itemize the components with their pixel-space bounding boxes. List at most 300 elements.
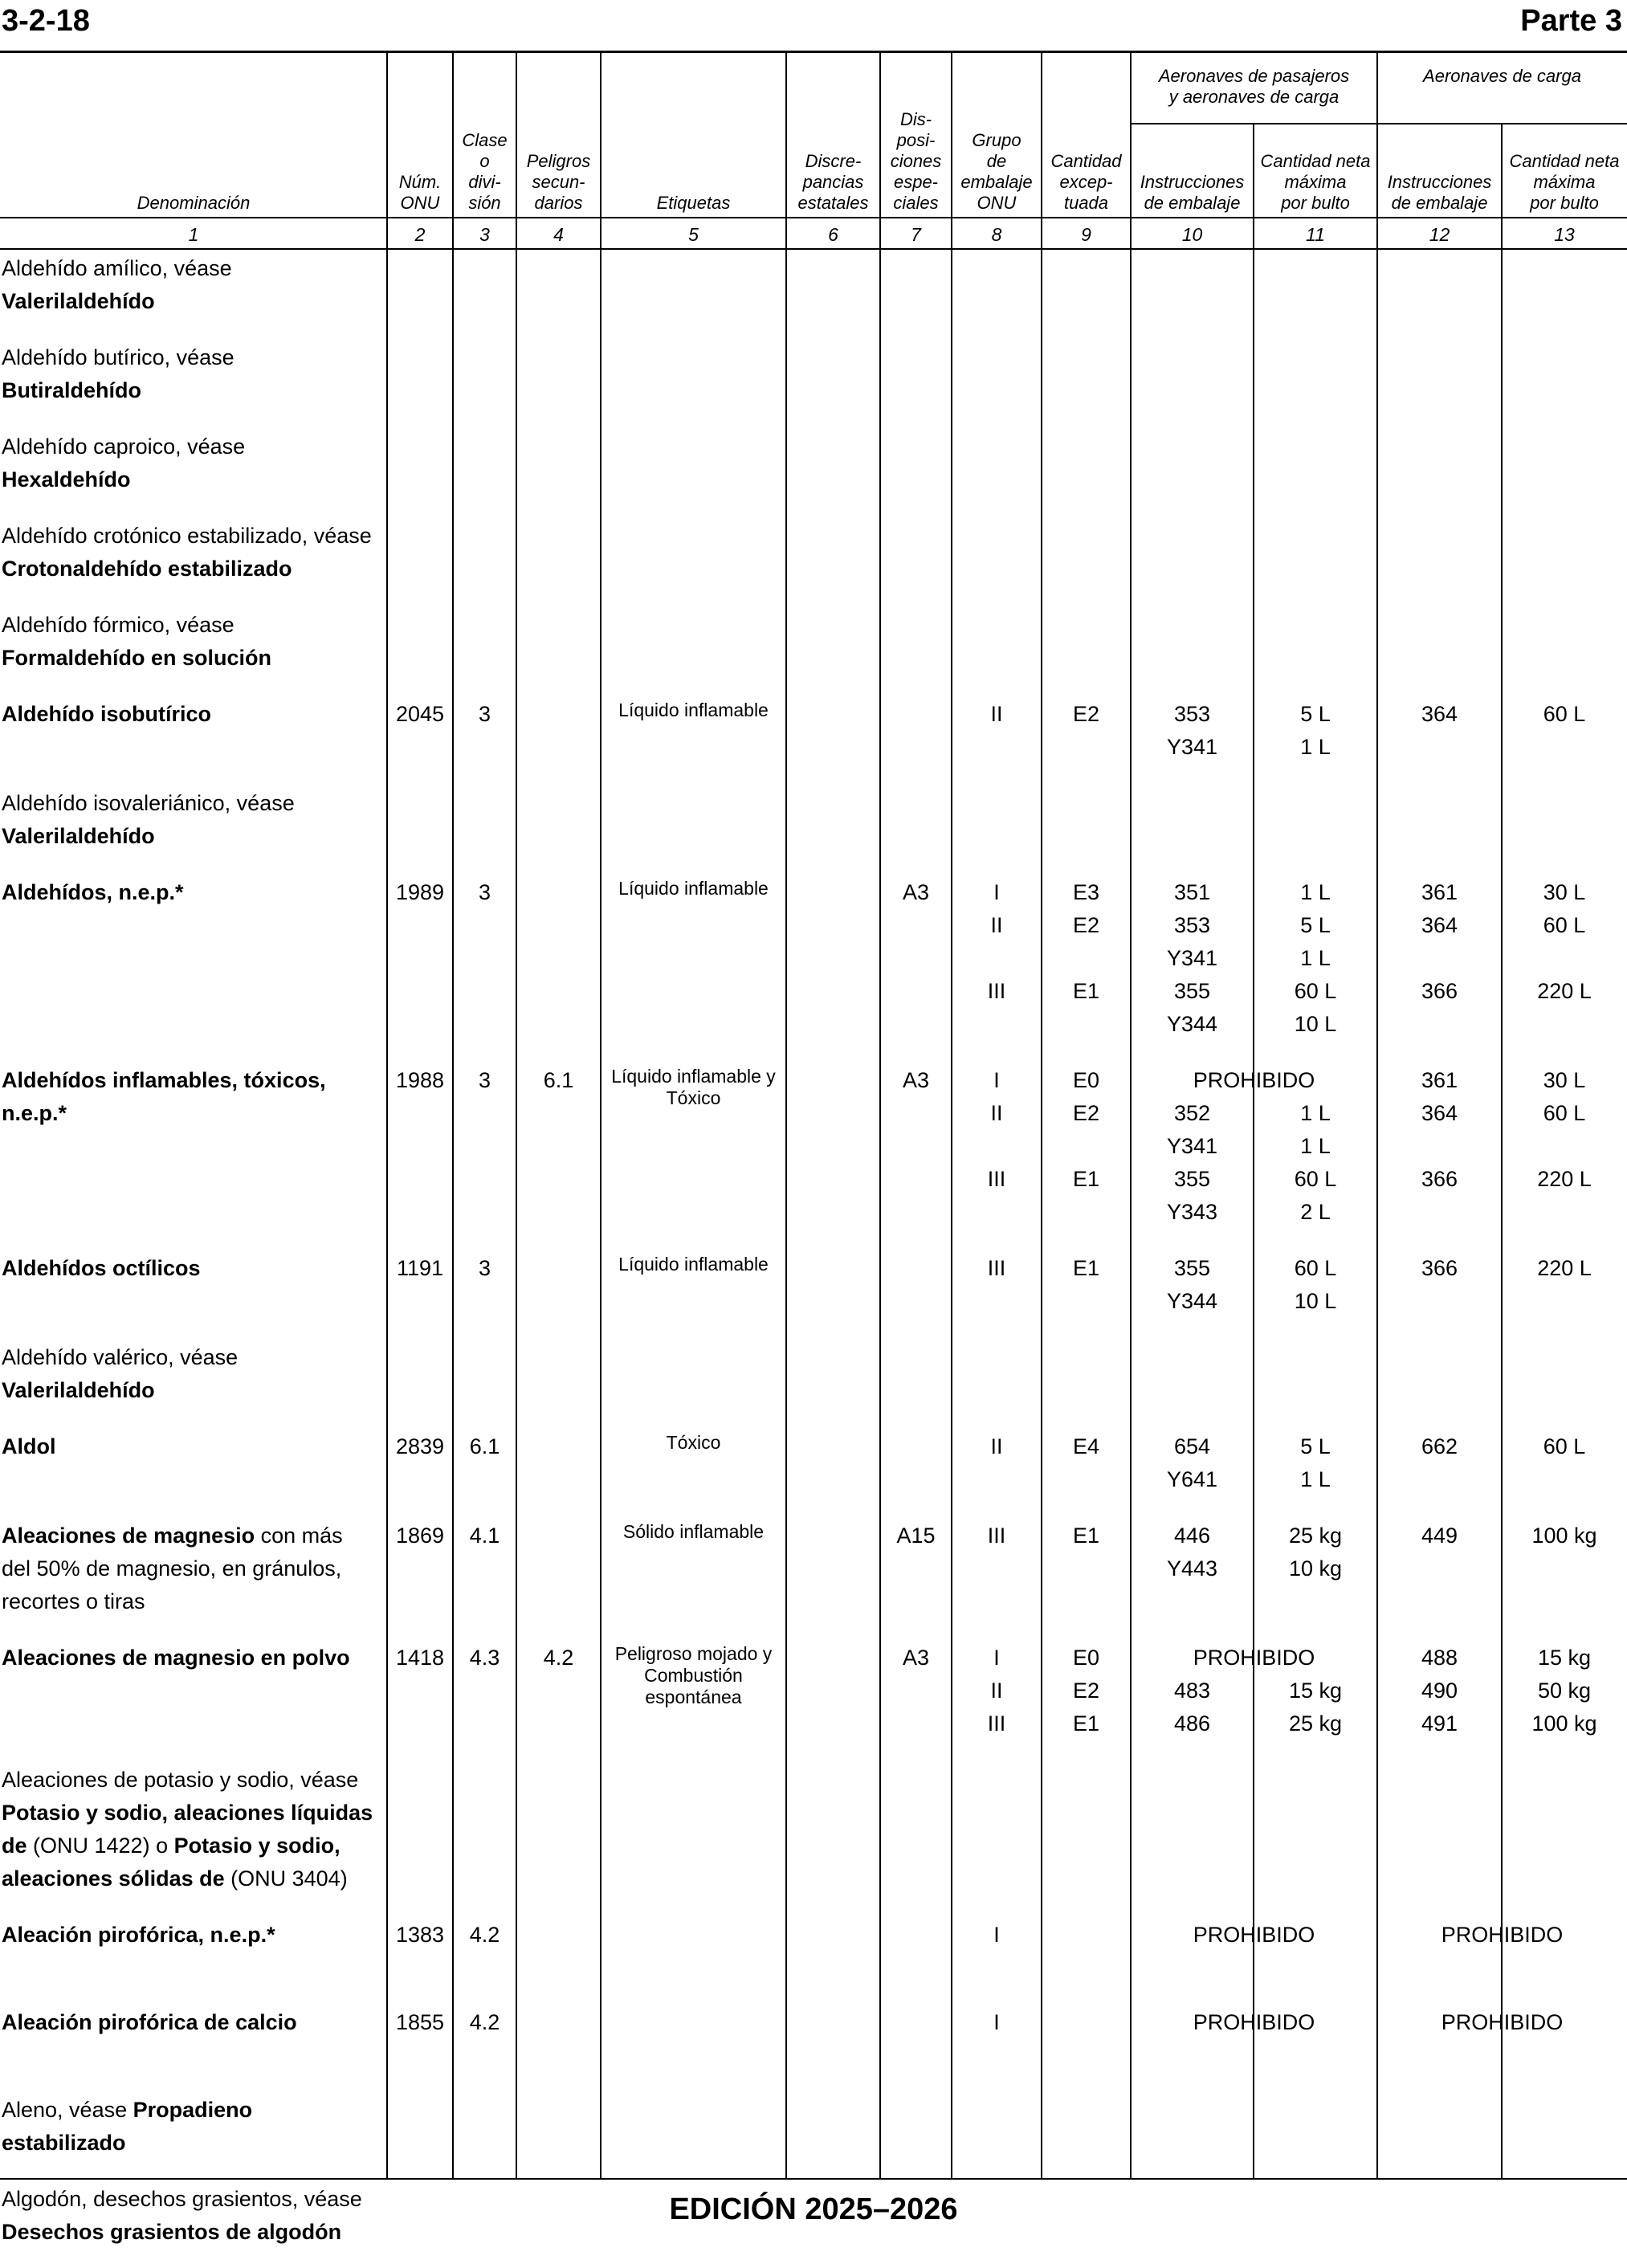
hazard-class-value: 4.1 xyxy=(469,1524,500,1548)
passenger-packing-instruction: Y641 xyxy=(1166,1467,1218,1491)
substance-name xyxy=(2,876,383,909)
column-header-2: Núm. ONU xyxy=(398,172,442,213)
hazard-label-value: espontánea xyxy=(645,1687,742,1707)
passenger-packing-instruction: 355 xyxy=(1173,979,1211,1003)
part-label: Parte 3 xyxy=(1520,4,1622,38)
un-number xyxy=(387,2006,453,2039)
substance-name xyxy=(2,1064,383,1130)
passenger-packing-instruction: 355 xyxy=(1173,1167,1211,1191)
name-line xyxy=(2,609,383,642)
name-bold-segment: estabilizado xyxy=(2,2131,126,2155)
passenger-forbidden: PROHIBIDO xyxy=(1193,1068,1315,1092)
excepted-quantity: E2 xyxy=(1072,1679,1100,1703)
name-segment: (ONU 1422) o xyxy=(27,1834,174,1858)
column-header-3: Clase o divi- sión xyxy=(462,130,508,213)
passenger-max-quantity: 10 L xyxy=(1294,1289,1337,1313)
column-header-4: Peligros secun- darios xyxy=(526,151,591,213)
column-number-4: 4 xyxy=(553,224,564,245)
edition-footer: EDICIÓN 2025–2026 xyxy=(669,2193,958,2226)
substance-name xyxy=(2,2006,383,2039)
name-segment: (ONU 3404) xyxy=(224,1866,348,1891)
hazard-class xyxy=(453,876,516,909)
hazard-class xyxy=(453,1642,516,1674)
table-row xyxy=(0,426,1627,496)
name-bold-segment: Aldehídos inflamables, tóxicos, xyxy=(2,1068,326,1092)
hazard-label-value: Combustión xyxy=(644,1665,743,1686)
passenger-packing-instruction: Y443 xyxy=(1166,1556,1218,1581)
name-line xyxy=(2,1341,383,1374)
passenger-aircraft-header: Aeronaves de pasajeros y aeronaves de carga xyxy=(1158,66,1350,107)
name-bold-segment: aleaciones sólidas de xyxy=(2,1866,225,1891)
passenger-forbidden: PROHIBIDO xyxy=(1193,1646,1315,1670)
un-number-value: 1989 xyxy=(395,880,445,904)
table-row xyxy=(0,1915,1627,1982)
column-header-8: Grupo de embalaje ONU xyxy=(960,130,1033,213)
substance-name xyxy=(2,698,383,731)
cargo-packing-instruction: 490 xyxy=(1421,1679,1458,1703)
hazard-class xyxy=(453,2006,516,2039)
column-number-9: 9 xyxy=(1081,224,1091,245)
passenger-max-quantity: 1 L xyxy=(1300,1101,1331,1125)
column-number-5: 5 xyxy=(688,224,699,245)
name-bold-segment: Butiraldehído xyxy=(2,378,141,402)
header-bottom-rule xyxy=(0,217,1627,218)
table-row xyxy=(0,337,1627,406)
name-line xyxy=(2,698,383,731)
packing-group: III xyxy=(987,1524,1006,1548)
name-line xyxy=(2,252,383,285)
cargo-packing-instruction: 364 xyxy=(1421,702,1458,726)
subsidiary-hazard xyxy=(516,1642,601,1674)
packing-group: II xyxy=(990,1434,1003,1458)
cargo-max-quantity: 220 L xyxy=(1537,1256,1592,1280)
packing-group: I xyxy=(993,1646,1000,1670)
table-row xyxy=(0,248,1627,317)
cargo-packing-instruction: 366 xyxy=(1421,1167,1458,1191)
name-bold-segment: Hexaldehído xyxy=(2,467,131,492)
name-line xyxy=(2,1097,383,1130)
un-number xyxy=(387,1064,453,1097)
name-bold-segment: Valerilaldehído xyxy=(2,824,155,848)
cargo-max-quantity: 220 L xyxy=(1537,1167,1592,1191)
passenger-max-quantity: 10 kg xyxy=(1288,1556,1343,1581)
column-header-12: Instrucciones de embalaje xyxy=(1387,172,1492,213)
name-line xyxy=(2,1252,383,1285)
table-row xyxy=(0,872,1627,1040)
passenger-packing-instruction: 483 xyxy=(1173,1679,1211,1703)
hazard-class xyxy=(453,698,516,731)
name-line xyxy=(2,876,383,909)
column-header-7: Dis- posi- ciones espe- ciales xyxy=(890,109,942,213)
passenger-max-quantity: 15 kg xyxy=(1288,1679,1343,1703)
name-line xyxy=(2,1919,383,1952)
name-bold-segment: Propadieno xyxy=(133,2098,253,2122)
name-bold-segment: Potasio y sodio, xyxy=(173,1834,340,1858)
special-provision-value: A3 xyxy=(902,1646,930,1670)
excepted-quantity: E1 xyxy=(1072,1256,1100,1280)
name-line xyxy=(2,1430,383,1463)
name-bold-segment: Aleación pirofórica, n.e.p.* xyxy=(2,1923,275,1947)
passenger-max-quantity: 5 L xyxy=(1300,1434,1331,1458)
cargo-packing-instruction: 364 xyxy=(1421,1101,1458,1125)
table-row xyxy=(0,1060,1627,1228)
column-header-1: Denominación xyxy=(137,193,251,213)
name-line xyxy=(2,2006,383,2039)
footer-rule xyxy=(0,2178,1627,2180)
hazard-label-value: Líquido inflamable xyxy=(618,878,769,899)
substance-name xyxy=(2,2094,383,2160)
name-bold-segment: Potasio y sodio, aleaciones líquidas xyxy=(2,1801,373,1825)
cargo-max-quantity: 30 L xyxy=(1543,880,1586,904)
name-line xyxy=(2,341,383,374)
cargo-max-quantity: 30 L xyxy=(1543,1068,1586,1092)
special-provision xyxy=(880,1064,952,1097)
name-segment: Aldehído amílico, véase xyxy=(2,256,232,280)
name-line xyxy=(2,642,383,675)
name-line xyxy=(2,820,383,853)
special-provision xyxy=(880,876,952,909)
passenger-max-quantity: 5 L xyxy=(1300,913,1331,937)
hazard-label-value: Líquido inflamable xyxy=(618,1254,769,1275)
column-header-9: Cantidad excep- tuada xyxy=(1050,151,1122,213)
packing-group: II xyxy=(990,702,1003,726)
un-number-value: 1855 xyxy=(395,2010,445,2034)
passenger-packing-instruction: Y341 xyxy=(1166,946,1218,970)
passenger-max-quantity: 5 L xyxy=(1300,702,1331,726)
name-line xyxy=(2,2094,383,2127)
passenger-max-quantity: 1 L xyxy=(1300,880,1331,904)
substance-name xyxy=(2,1764,383,1895)
un-number xyxy=(387,1252,453,1285)
hazard-class-value: 3 xyxy=(478,702,491,726)
name-segment: Aldehído caproico, véase xyxy=(2,434,246,459)
name-bold-segment: de xyxy=(2,1834,27,1858)
table-row xyxy=(0,1426,1627,1495)
name-bold-segment: Formaldehído en solución xyxy=(2,646,272,670)
passenger-max-quantity: 60 L xyxy=(1294,1256,1337,1280)
name-segment: Aldehído fórmico, véase xyxy=(2,613,234,637)
cargo-max-quantity: 100 kg xyxy=(1531,1524,1597,1548)
hazard-class xyxy=(453,1919,516,1952)
name-line xyxy=(2,1552,383,1585)
un-number-value: 2045 xyxy=(395,702,445,726)
name-line xyxy=(2,2127,383,2160)
hazard-class-value: 4.3 xyxy=(469,1646,500,1670)
column-number-11: 11 xyxy=(1306,224,1325,245)
substance-name xyxy=(2,520,383,585)
packing-group: II xyxy=(990,913,1003,937)
name-line xyxy=(2,520,383,553)
passenger-packing-instruction: 353 xyxy=(1173,913,1211,937)
packing-group: III xyxy=(987,1167,1006,1191)
hazard-label xyxy=(601,1643,786,1708)
substance-name xyxy=(2,341,383,407)
name-line xyxy=(2,1064,383,1097)
cargo-max-quantity: 60 L xyxy=(1543,1101,1586,1125)
cargo-max-quantity: 15 kg xyxy=(1537,1646,1592,1670)
table-body xyxy=(0,248,1627,2268)
substance-name xyxy=(2,430,383,496)
name-bold-segment: Aldol xyxy=(2,1434,56,1458)
special-provision-value: A3 xyxy=(902,1068,930,1092)
name-segment: Aleaciones de potasio y sodio, véase xyxy=(2,1768,359,1792)
name-line xyxy=(2,1797,383,1829)
hazard-class xyxy=(453,1519,516,1552)
passenger-max-quantity: 25 kg xyxy=(1288,1711,1343,1736)
passenger-forbidden: PROHIBIDO xyxy=(1193,1923,1315,1947)
excepted-quantity: E2 xyxy=(1072,1101,1100,1125)
name-bold-segment: Aleación pirofórica de calcio xyxy=(2,2010,297,2034)
name-bold-segment: Aldehídos, n.e.p.* xyxy=(2,880,184,904)
name-segment: Aldehído isovaleriánico, véase xyxy=(2,791,295,815)
excepted-quantity: E0 xyxy=(1072,1068,1100,1092)
hazard-label-value: Líquido inflamable xyxy=(618,700,769,720)
subsidiary-hazard-value: 4.2 xyxy=(543,1646,574,1670)
column-number-1: 1 xyxy=(188,224,199,245)
cargo-packing-instruction: 488 xyxy=(1421,1646,1458,1670)
name-segment: Algodón, desechos grasientos, véase xyxy=(2,2187,362,2211)
un-number-value: 1988 xyxy=(395,1068,445,1092)
section-number: 3-2-18 xyxy=(2,4,90,38)
name-segment: Aldehído valérico, véase xyxy=(2,1345,239,1369)
excepted-quantity: E4 xyxy=(1072,1434,1100,1458)
passenger-packing-instruction: Y341 xyxy=(1166,735,1218,759)
passenger-packing-instruction: 352 xyxy=(1173,1101,1211,1125)
passenger-packing-instruction: 351 xyxy=(1173,880,1211,904)
packing-group: I xyxy=(993,1923,1000,1947)
name-segment: Aleno, véase xyxy=(2,2098,133,2122)
name-line xyxy=(2,787,383,820)
cargo-aircraft-header: Aeronaves de carga xyxy=(1423,66,1581,86)
cargo-max-quantity: 60 L xyxy=(1543,1434,1586,1458)
name-line xyxy=(2,430,383,463)
column-number-10: 10 xyxy=(1181,224,1203,245)
excepted-quantity: E1 xyxy=(1072,1711,1100,1736)
hazard-label xyxy=(601,1521,786,1543)
cargo-packing-instruction: 366 xyxy=(1421,1256,1458,1280)
hazard-class xyxy=(453,1064,516,1097)
name-bold-segment: Valerilaldehído xyxy=(2,289,155,313)
substance-name xyxy=(2,1519,383,1618)
hazard-class xyxy=(453,1252,516,1285)
substance-name xyxy=(2,1430,383,1463)
cargo-packing-instruction: 361 xyxy=(1421,880,1458,904)
substance-name xyxy=(2,252,383,318)
packing-group: III xyxy=(987,1711,1006,1736)
name-segment: del 50% de magnesio, en gránulos, xyxy=(2,1556,342,1581)
name-line xyxy=(2,463,383,496)
table-row xyxy=(0,2090,1627,2159)
packing-group: I xyxy=(993,1068,1000,1092)
column-number-7: 7 xyxy=(911,224,921,245)
packing-group: III xyxy=(987,979,1006,1003)
hazard-class-value: 4.2 xyxy=(469,1923,500,1947)
packing-group: II xyxy=(990,1679,1003,1703)
cargo-forbidden: PROHIBIDO xyxy=(1441,2010,1564,2034)
passenger-packing-instruction: Y341 xyxy=(1166,1134,1218,1158)
name-line xyxy=(2,1585,383,1618)
passenger-packing-instruction: Y343 xyxy=(1166,1200,1218,1224)
column-header-6: Discre- pancias estatales xyxy=(797,151,869,213)
substance-name xyxy=(2,1919,383,1952)
table-row xyxy=(0,1515,1627,1617)
substance-name xyxy=(2,1642,383,1674)
table-row xyxy=(0,1248,1627,1317)
substance-name xyxy=(2,787,383,853)
name-line xyxy=(2,1829,383,1862)
name-segment: con más xyxy=(255,1524,343,1548)
special-provision xyxy=(880,1642,952,1674)
name-segment: Aldehído crotónico estabilizado, véase xyxy=(2,524,372,548)
passenger-packing-instruction: 446 xyxy=(1173,1524,1211,1548)
name-line xyxy=(2,553,383,585)
name-segment: recortes o tiras xyxy=(2,1589,145,1613)
name-bold-segment: Aleaciones de magnesio en polvo xyxy=(2,1646,350,1670)
name-bold-segment: Aldehídos octílicos xyxy=(2,1256,201,1280)
cargo-max-quantity: 220 L xyxy=(1537,979,1592,1003)
cargo-packing-instruction: 361 xyxy=(1421,1068,1458,1092)
hazard-class-value: 4.2 xyxy=(469,2010,500,2034)
excepted-quantity: E3 xyxy=(1072,880,1100,904)
hazard-label-value: Tóxico xyxy=(666,1087,721,1108)
hazard-label xyxy=(601,1254,786,1275)
hazard-label-value: Tóxico xyxy=(666,1432,721,1453)
column-number-12: 12 xyxy=(1429,224,1450,245)
special-provision xyxy=(880,1519,952,1552)
cargo-forbidden: PROHIBIDO xyxy=(1441,1923,1564,1947)
excepted-quantity: E1 xyxy=(1072,1167,1100,1191)
special-provision-value: A15 xyxy=(896,1524,936,1548)
un-number xyxy=(387,1430,453,1463)
hazard-class-value: 3 xyxy=(478,1256,491,1280)
excepted-quantity: E1 xyxy=(1072,1524,1100,1548)
column-header-10: Instrucciones de embalaje xyxy=(1140,172,1245,213)
passenger-max-quantity: 10 L xyxy=(1294,1012,1337,1036)
packing-group: I xyxy=(993,2010,1000,2034)
cargo-max-quantity: 60 L xyxy=(1543,913,1586,937)
passenger-max-quantity: 60 L xyxy=(1294,1167,1337,1191)
cargo-max-quantity: 60 L xyxy=(1543,702,1586,726)
hazard-class-value: 3 xyxy=(478,1068,491,1092)
name-bold-segment: Valerilaldehído xyxy=(2,1378,155,1402)
name-line xyxy=(2,1642,383,1674)
un-number xyxy=(387,698,453,731)
name-line xyxy=(2,374,383,407)
excepted-quantity: E2 xyxy=(1072,913,1100,937)
column-number-3: 3 xyxy=(479,224,490,245)
passenger-packing-instruction: 654 xyxy=(1173,1434,1211,1458)
table-row xyxy=(0,516,1627,585)
passenger-forbidden: PROHIBIDO xyxy=(1193,2010,1315,2034)
column-number-2: 2 xyxy=(414,224,426,245)
packing-group: I xyxy=(993,880,1000,904)
column-number-6: 6 xyxy=(828,224,838,245)
hazard-class-value: 6.1 xyxy=(469,1434,500,1458)
passenger-packing-instruction: Y344 xyxy=(1166,1289,1218,1313)
table-row xyxy=(0,1337,1627,1406)
name-line xyxy=(2,1764,383,1797)
packing-group: II xyxy=(990,1101,1003,1125)
packing-group: III xyxy=(987,1256,1006,1280)
hazard-label-value: Peligroso mojado y xyxy=(614,1643,773,1664)
table-row xyxy=(0,1760,1627,1895)
column-header-13: Cantidad neta máxima por bulto xyxy=(1509,151,1620,213)
excepted-quantity: E2 xyxy=(1072,702,1100,726)
name-bold-segment: Aldehído isobutírico xyxy=(2,702,211,726)
hazard-label xyxy=(601,700,786,721)
name-bold-segment: Aleaciones de magnesio xyxy=(2,1524,255,1548)
column-number-13: 13 xyxy=(1554,224,1575,245)
hazard-class-value: 3 xyxy=(478,880,491,904)
subsidiary-hazard xyxy=(516,1064,601,1097)
un-number-value: 2839 xyxy=(395,1434,445,1458)
hazard-label xyxy=(601,1066,786,1109)
subsidiary-hazard-value: 6.1 xyxy=(543,1068,574,1092)
hazard-label-value: Sólido inflamable xyxy=(622,1521,765,1542)
un-number-value: 1383 xyxy=(395,1923,445,1947)
un-number-value: 1418 xyxy=(395,1646,445,1670)
table-row xyxy=(0,694,1627,763)
cargo-max-quantity: 50 kg xyxy=(1537,1679,1592,1703)
column-header-5: Etiquetas xyxy=(656,193,731,213)
column-header-11: Cantidad neta máxima por bulto xyxy=(1260,151,1371,213)
hazard-label xyxy=(601,1432,786,1454)
passenger-max-quantity: 1 L xyxy=(1300,735,1331,759)
excepted-quantity: E0 xyxy=(1072,1646,1100,1670)
hazard-class xyxy=(453,1430,516,1463)
passenger-packing-instruction: 486 xyxy=(1173,1711,1211,1736)
name-line xyxy=(2,285,383,318)
name-bold-segment: Desechos grasientos de algodón xyxy=(2,2220,342,2244)
cargo-packing-instruction: 491 xyxy=(1421,1711,1458,1736)
passenger-packing-instruction: 353 xyxy=(1173,702,1211,726)
passenger-max-quantity: 1 L xyxy=(1300,946,1331,970)
name-bold-segment: Crotonaldehído estabilizado xyxy=(2,557,292,581)
un-number-value: 1869 xyxy=(395,1524,445,1548)
passenger-max-quantity: 1 L xyxy=(1300,1467,1331,1491)
hazard-label xyxy=(601,878,786,899)
hazard-label-value: Líquido inflamable y xyxy=(611,1066,776,1087)
passenger-packing-instruction: 355 xyxy=(1173,1256,1211,1280)
passenger-packing-instruction: Y344 xyxy=(1166,1012,1218,1036)
un-number xyxy=(387,1642,453,1674)
passenger-max-quantity: 60 L xyxy=(1294,979,1337,1003)
table-row xyxy=(0,1638,1627,1740)
cargo-max-quantity: 100 kg xyxy=(1531,1711,1597,1736)
substance-name xyxy=(2,1252,383,1285)
special-provision-value: A3 xyxy=(902,880,930,904)
name-segment: Aldehído butírico, véase xyxy=(2,345,234,369)
table-row xyxy=(0,783,1627,852)
excepted-quantity: E1 xyxy=(1072,979,1100,1003)
name-line xyxy=(2,1519,383,1552)
passenger-max-quantity: 1 L xyxy=(1300,1134,1331,1158)
un-number xyxy=(387,1919,453,1952)
table-row xyxy=(0,605,1627,674)
name-line xyxy=(2,1374,383,1407)
passenger-max-quantity: 2 L xyxy=(1300,1200,1331,1224)
cargo-packing-instruction: 449 xyxy=(1421,1524,1458,1548)
name-line xyxy=(2,1862,383,1895)
passenger-max-quantity: 25 kg xyxy=(1288,1524,1343,1548)
column-number-8: 8 xyxy=(991,224,1002,245)
cargo-packing-instruction: 366 xyxy=(1421,979,1458,1003)
substance-name xyxy=(2,609,383,675)
substance-name xyxy=(2,1341,383,1407)
cargo-packing-instruction: 364 xyxy=(1421,913,1458,937)
un-number xyxy=(387,876,453,909)
cargo-packing-instruction: 662 xyxy=(1421,1434,1458,1458)
